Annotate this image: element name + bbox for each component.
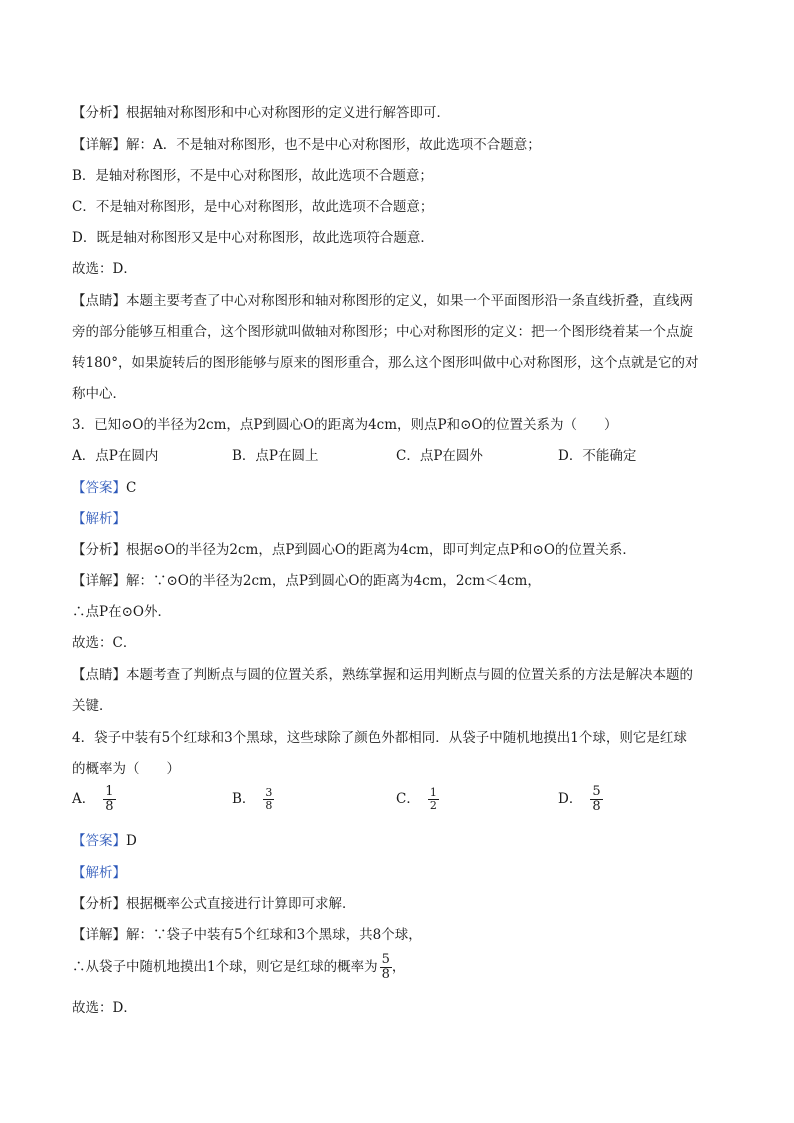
question-4: 4．袋子中装有5个红球和3个黑球，这些球除了颜色外都相同．从袋子中随机地摸出1个球，则它是红球 [72, 730, 687, 746]
answer-line [72, 479, 136, 497]
choice-line: 故选：D． [72, 1000, 137, 1016]
comment-line: 【点睛】本题主要考查了中心对称图形和轴对称图形的定义，如果一个平面图形沿一条直线折叠，直线两 [72, 293, 693, 309]
comment-line: 【点睛】本题考查了判断点与圆的位置关系，熟练掌握和运用判断点与圆的位置关系的方法是解决本题的 [72, 667, 693, 683]
fraction-denominator: 2 [429, 799, 437, 812]
answer-line [72, 832, 137, 850]
comment-line: 转180°，如果旋转后的图形能够与原来的图形重合，那么这个图形叫做中心对称图形，这个点就是它的对 [72, 355, 699, 371]
question-3: 3．已知⊙O的半径为2cm，点P到圆心O的距离为4cm，则点P和⊙O的位置关系为（ ） [72, 417, 618, 433]
fraction-denominator: 8 [592, 799, 601, 814]
analysis-line: 【分析】根据⊙O的半径为2cm，点P到圆心O的距离为4cm，即可判定点P和⊙O的位置关系． [72, 542, 636, 558]
q3-option-d: D．不能确定 [558, 448, 637, 464]
fraction [380, 953, 392, 982]
q4-option-label: D． [558, 791, 583, 807]
q3-option-a: A．点P在圆内 [72, 448, 159, 464]
question-4-cont: 的概率为（ ） [72, 761, 180, 777]
q4-option-a [72, 785, 116, 814]
answer-value: D [126, 833, 137, 849]
fraction-denominator: 8 [265, 799, 273, 812]
fraction [263, 787, 274, 812]
fraction-numerator: 1 [105, 784, 114, 799]
detail-end: ， [391, 959, 406, 975]
choice-line: 故选：D． [72, 261, 137, 277]
detail-line [72, 953, 405, 982]
q3-option-b: B．点P在圆上 [232, 448, 319, 464]
fraction [103, 785, 115, 814]
detail-line: 【详解】解：A．不是轴对称图形，也不是中心对称图形，故此选项不合题意； [72, 137, 541, 153]
detail-line: B．是轴对称图形，不是中心对称图形，故此选项不合题意； [72, 168, 433, 184]
answer-value: C [126, 480, 137, 496]
q4-option-c [396, 787, 439, 812]
detail-line: 【详解】解：∵袋子中装有5个红球和3个黑球，共8个球， [72, 927, 422, 943]
fraction [428, 787, 439, 812]
q4-option-label: A． [72, 791, 96, 807]
detail-text: ∴从袋子中随机地摸出1个球，则它是红球的概率为 [72, 959, 378, 975]
fraction [590, 785, 602, 814]
fraction-numerator: 3 [265, 786, 273, 799]
q4-option-label: B． [232, 791, 256, 807]
fraction-numerator: 5 [592, 784, 601, 799]
comment-line: 关键． [72, 698, 113, 714]
fraction-numerator: 5 [381, 952, 390, 967]
fraction-denominator: 8 [381, 967, 390, 982]
detail-line: D．既是轴对称图形又是中心对称图形，故此选项符合题意． [72, 230, 434, 246]
q4-option-d [558, 785, 603, 814]
jiexi-tag: 【解析】 [72, 865, 126, 881]
analysis-line: 【分析】根据轴对称图形和中心对称图形的定义进行解答即可． [72, 105, 450, 121]
detail-line: 【详解】解：∵⊙O的半径为2cm，点P到圆心O的距离为4cm，2cm＜4cm， [72, 573, 541, 589]
answer-tag: 【答案】 [72, 480, 126, 496]
comment-line: 称中心． [72, 386, 126, 402]
fraction-numerator: 1 [429, 786, 437, 799]
q3-option-c: C．点P在圆外 [396, 448, 483, 464]
q4-option-label: C． [396, 791, 420, 807]
answer-tag: 【答案】 [72, 833, 126, 849]
detail-line: C．不是轴对称图形，是中心对称图形，故此选项不合题意； [72, 199, 434, 215]
analysis-line: 【分析】根据概率公式直接进行计算即可求解． [72, 896, 356, 912]
choice-line: 故选：C． [72, 635, 137, 651]
q4-option-b [232, 787, 274, 812]
detail-line: ∴点P在⊙O外． [72, 604, 171, 620]
jiexi-tag: 【解析】 [72, 511, 126, 527]
comment-line: 旁的部分能够互相重合，这个图形就叫做轴对称图形；中心对称图形的定义：把一个图形绕着某一个点旋 [72, 324, 693, 340]
fraction-denominator: 8 [105, 799, 114, 814]
